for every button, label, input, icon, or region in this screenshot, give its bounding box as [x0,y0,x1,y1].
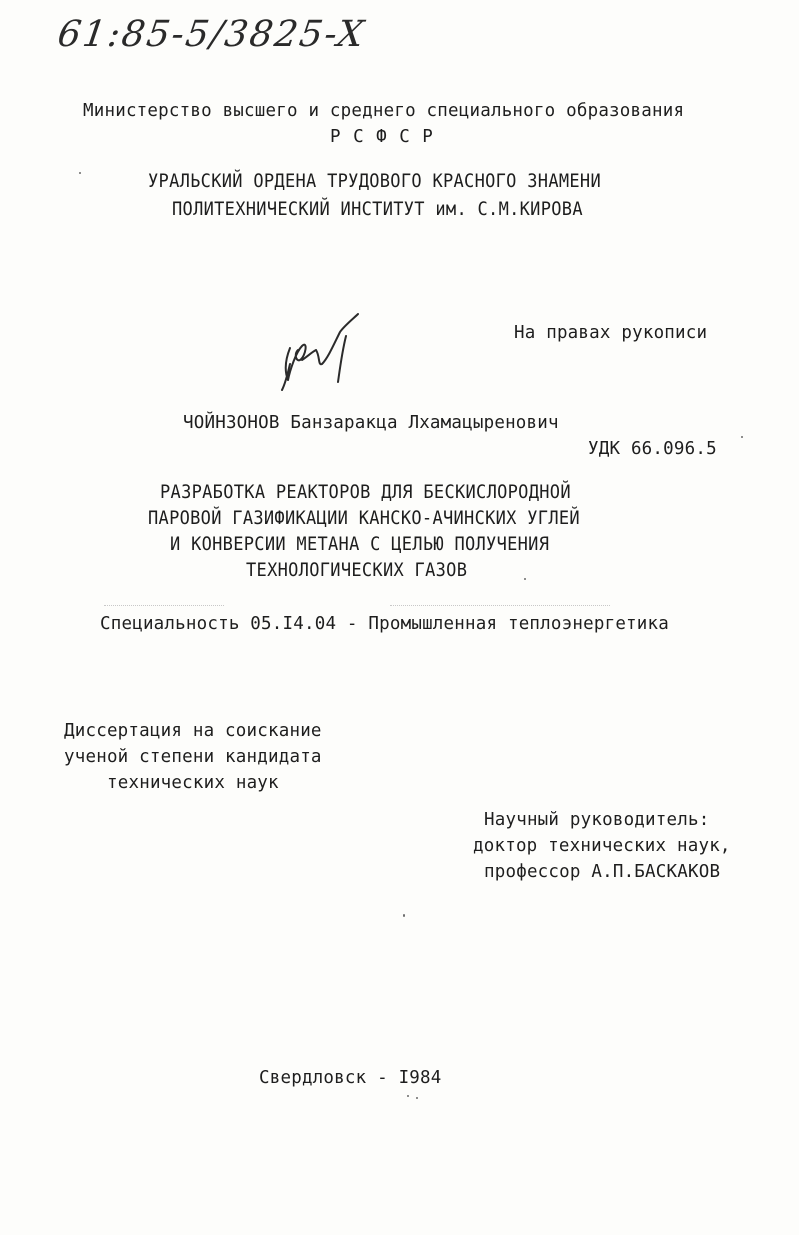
scan-artifact [104,605,224,607]
scan-speck [524,578,526,580]
signature-image [272,312,372,394]
scan-speck [79,172,81,174]
supervisor-line-2: доктор технических наук, [473,836,731,856]
scan-speck [416,1097,418,1099]
dissertation-line-3: технических наук [107,773,279,793]
title-line-2: ПАРОВОЙ ГАЗИФИКАЦИИ КАНСКО-АЧИНСКИХ УГЛЕЙ [148,508,580,530]
ministry-country: Р С Ф С Р [330,127,434,147]
ministry-line: Министерство высшего и среднего специального образования [83,101,685,121]
supervisor-line-1: Научный руководитель: [484,810,710,830]
manuscript-note: На правах рукописи [514,323,708,343]
author-name: ЧОЙНЗОНОВ Банзаракца Лхамацыренович [183,413,559,433]
scan-speck [741,436,743,438]
institute-line-2: ПОЛИТЕХНИЧЕСКИЙ ИНСТИТУТ им. С.М.КИРОВА [172,199,583,221]
scan-speck [403,914,405,917]
title-line-4: ТЕХНОЛОГИЧЕСКИХ ГАЗОВ [246,560,468,582]
institute-line-1: УРАЛЬСКИЙ ОРДЕНА ТРУДОВОГО КРАСНОГО ЗНАМЕНИ [148,171,601,193]
title-line-1: РАЗРАБОТКА РЕАКТОРОВ ДЛЯ БЕСКИСЛОРОДНОЙ [160,482,571,504]
specialty-line: Специальность 05.I4.04 - Промышленная теплоэнергетика [100,614,670,634]
scan-artifact [390,605,610,607]
title-line-3: И КОНВЕРСИИ МЕТАНА С ЦЕЛЬЮ ПОЛУЧЕНИЯ [170,534,550,556]
scan-speck [407,1095,409,1097]
udc-code: УДК 66.096.5 [588,439,717,459]
archive-code-handwritten: 61:85-5/3825-X [55,14,368,55]
dissertation-line-1: Диссертация на соискание [64,721,322,741]
place-year: Свердловск - I984 [259,1068,442,1088]
dissertation-line-2: ученой степени кандидата [64,747,322,767]
supervisor-line-3: профессор А.П.БАСКАКОВ [484,862,721,882]
